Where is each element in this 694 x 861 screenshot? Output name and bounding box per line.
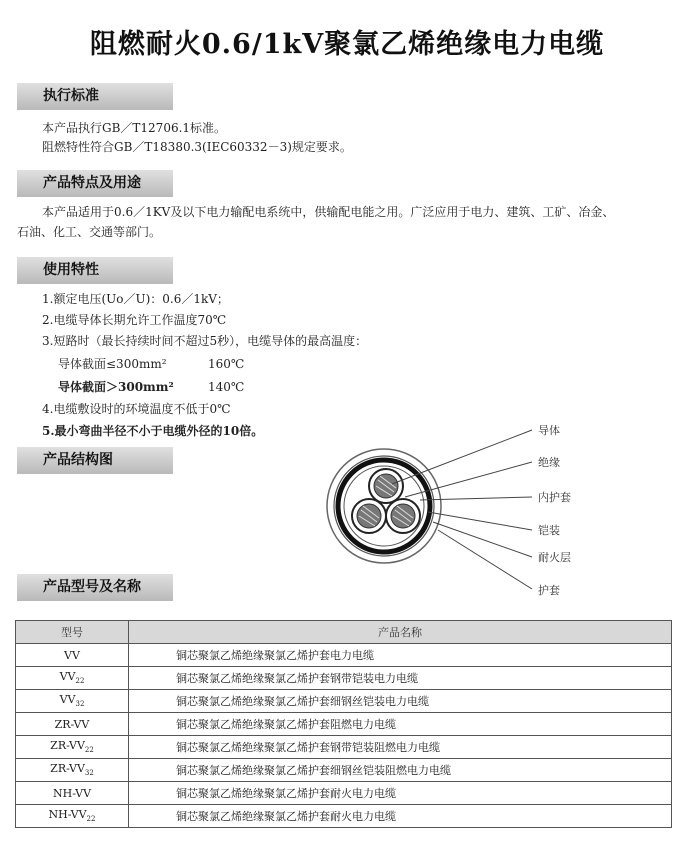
table-row [16,736,672,759]
usage-item-3: 3.短路时（最长持续时间不超过5秒），电缆导体的最高温度： [42,334,368,348]
usage-item-2: 2.电缆导体长期允许工作温度70℃ [42,313,227,327]
label-fire-layer: 耐火层 [538,551,571,564]
section-heading-structure: 产品结构图 [17,447,173,474]
table-row [16,713,672,736]
product-name-cell: 铜芯聚氯乙烯绝缘聚氯乙烯护套细钢丝铠装阻燃电力电缆 [129,759,672,782]
standard-line-2: 阻燃特性符合GB／T18380.3(IEC60332－3)规定要求。 [42,140,352,154]
usage-item-5: 5.最小弯曲半径不小于电缆外径的10倍。 [42,424,264,438]
model-cell: $VV_{32}$ [16,690,129,713]
product-name-cell: 铜芯聚氯乙烯绝缘聚氯乙烯护套耐火电力电缆 [129,782,672,805]
features-line-1: 本产品适用于0.6／1KV及以下电力输配电系统中，供输配电能之用。广泛应用于电力、建筑、工矿、冶金、 [42,205,615,219]
label-conductor: 导体 [538,424,560,437]
model-cell: $NH-VV_{22}$ [16,805,129,828]
section-heading-usage: 使用特性 [17,257,173,284]
label-outer-sheath: 护套 [538,584,560,597]
section-heading-standard: 执行标准 [17,83,173,110]
page-title: 阻燃耐火0.6/1kV聚氯乙烯绝缘电力电缆 [89,29,605,60]
model-cell: NH-VV [16,782,129,805]
section-heading-models: 产品型号及名称 [17,574,173,601]
column-header-name: 产品名称 [129,621,672,644]
model-cell: VV [16,644,129,667]
temp-label-2: 导体截面＞300mm² [58,380,174,394]
model-cell: $ZR-VV_{22}$ [16,736,129,759]
section-heading-features: 产品特点及用途 [17,170,173,197]
table-header-row [16,621,672,644]
product-name-cell: 铜芯聚氯乙烯绝缘聚氯乙烯护套耐火电力电缆 [129,805,672,828]
usage-item-1: 1.额定电压(Uo／U)：0.6／1kV； [42,292,229,306]
table-row [16,805,672,828]
column-header-model: 型号 [16,621,129,644]
table-row [16,690,672,713]
usage-item-4: 4.电缆敷设时的环境温度不低于0℃ [42,402,231,416]
table-row [16,667,672,690]
temp-value-2: 140℃ [208,380,245,394]
temp-value-1: 160℃ [208,357,245,371]
label-armor: 铠装 [538,524,560,537]
model-cell: ZR-VV [16,713,129,736]
product-name-cell: 铜芯聚氯乙烯绝缘聚氯乙烯护套钢带铠装电力电缆 [129,667,672,690]
standard-line-1: 本产品执行GB／T12706.1标准。 [42,121,227,135]
table-row [16,644,672,667]
label-insulation: 绝缘 [538,456,560,469]
label-inner-sheath: 内护套 [538,491,571,504]
product-name-cell: 铜芯聚氯乙烯绝缘聚氯乙烯护套细钢丝铠装电力电缆 [129,690,672,713]
temp-label-1: 导体截面≤300mm² [58,357,167,371]
model-cell: $ZR-VV_{32}$ [16,759,129,782]
model-cell: $VV_{22}$ [16,667,129,690]
table-row [16,759,672,782]
model-table [15,620,672,828]
table-row [16,782,672,805]
features-line-2: 石油、化工、交通等部门。 [17,225,162,239]
product-name-cell: 铜芯聚氯乙烯绝缘聚氯乙烯护套阻燃电力电缆 [129,713,672,736]
product-name-cell: 铜芯聚氯乙烯绝缘聚氯乙烯护套钢带铠装阻燃电力电缆 [129,736,672,759]
product-name-cell: 铜芯聚氯乙烯绝缘聚氯乙烯护套电力电缆 [129,644,672,667]
